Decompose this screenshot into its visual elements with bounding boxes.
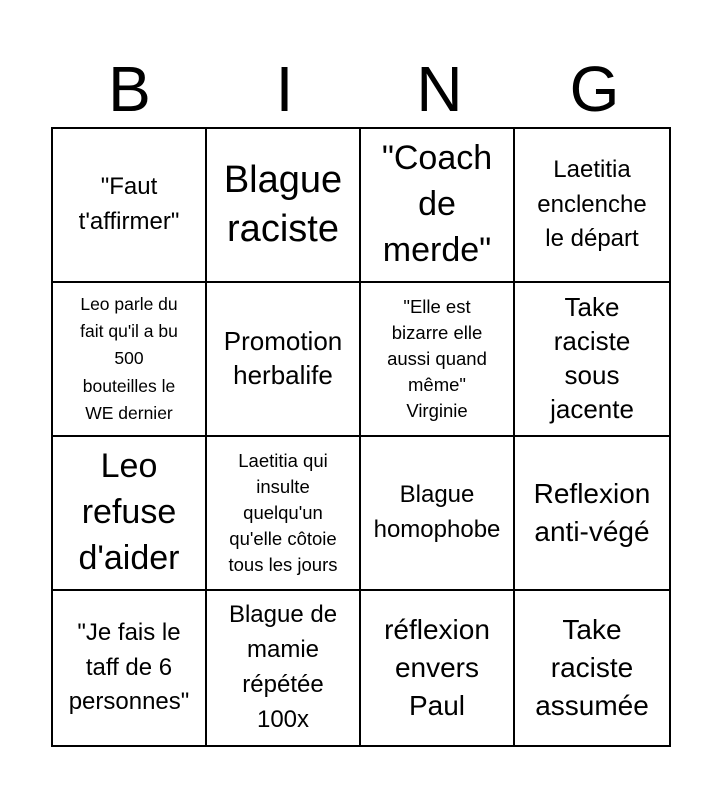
bingo-cell-text: Blague de mamie répétée 100x (228, 601, 338, 733)
bingo-cell-text: Reflexion anti-végé (533, 478, 651, 547)
bingo-cell-text: Promotion herbalife (223, 326, 343, 390)
bingo-cell-text: Take raciste sous jacente (550, 292, 634, 424)
bingo-cell[interactable] (361, 437, 515, 591)
bingo-cell[interactable] (515, 283, 669, 437)
bingo-cell[interactable] (207, 129, 361, 283)
bingo-cell[interactable] (207, 591, 361, 745)
bingo-cell[interactable] (515, 129, 669, 283)
bingo-header (52, 50, 672, 128)
bingo-cell[interactable] (53, 283, 207, 437)
bingo-cell-text: Blague homophobe (373, 481, 501, 543)
bingo-grid (51, 127, 671, 747)
bingo-cell[interactable] (53, 129, 207, 283)
header-letter-n: N (416, 53, 463, 125)
bingo-cell[interactable] (361, 591, 515, 745)
bingo-cell-text: "Elle est bizarre elle aussi quand même" Virginie (387, 296, 487, 421)
bingo-cell[interactable] (361, 129, 515, 283)
bingo-cell[interactable] (515, 437, 669, 591)
bingo-cell-text: Leo refuse d'aider (78, 447, 180, 577)
bingo-cell-text: "Je fais le taff de 6 personnes" (68, 618, 190, 716)
bingo-cell[interactable] (53, 591, 207, 745)
header-letter-b: B (108, 53, 151, 125)
bingo-cell-text: "Faut t'affirmer" (78, 173, 180, 235)
bingo-cell-text: Take raciste assumée (535, 614, 649, 721)
header-letter-g: G (569, 53, 620, 125)
bingo-cell-text: Leo parle du fait qu'il a bu 500 bouteilles le WE dernier (80, 294, 178, 423)
bingo-cell-text: Laetitia enclenche le départ (537, 155, 647, 253)
bingo-cell[interactable] (361, 283, 515, 437)
header-letter-i: I (275, 53, 294, 125)
bingo-cell[interactable] (207, 283, 361, 437)
bingo-cell-text: Blague raciste (223, 158, 343, 250)
bingo-cell[interactable] (207, 437, 361, 591)
bingo-cell-text: Laetitia qui insulte quelqu'un qu'elle côtoie tous les jours (228, 450, 338, 575)
bingo-cell[interactable] (53, 437, 207, 591)
bingo-cell[interactable] (515, 591, 669, 745)
bingo-cell-text: réflexion envers Paul (384, 614, 490, 721)
bingo-cell-text: "Coach de merde" (381, 139, 493, 269)
